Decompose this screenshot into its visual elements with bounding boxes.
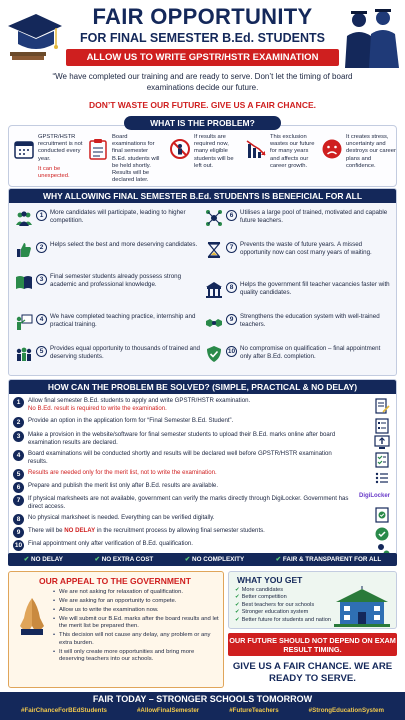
problem-text: It creates stress, uncertainty and destroys our career plans and confidence.: [346, 134, 396, 169]
step-number: 1: [13, 397, 24, 408]
solution-step: [13, 495, 353, 510]
header: [0, 0, 405, 118]
benefit-number: 8: [226, 282, 237, 293]
hashtag: #AllowFinalSemester: [136, 707, 200, 714]
why-section: [8, 188, 397, 376]
quote: “We have completed our training and are ready to serve. Don’t let the timing of board examinations decide our future.: [52, 72, 353, 92]
problem-text: Board examinations for final semester B.Ed. students will be held shortly. Results will be declared later.: [112, 134, 160, 184]
step-text: Prepare and publish the merit list only after B.Ed. results are available.: [28, 482, 219, 489]
chart-down-icon: [245, 138, 267, 160]
step-number: 6: [13, 482, 24, 493]
solution-section-title: HOW CAN THE PROBLEM BE SOLVED? (SIMPLE, PRACTICAL & NO DELAY): [9, 380, 396, 394]
benefit-text: No compromise on qualification – final appointment only after B.Ed. completion.: [240, 345, 381, 360]
benefit-item: [15, 345, 200, 363]
solution-step: [13, 540, 353, 551]
benefit-number: 9: [226, 314, 237, 325]
solution-section: [8, 379, 397, 565]
group-icon: [15, 345, 33, 363]
banner: ALLOW US TO WRITE GPSTR/HSTR EXAMINATION: [66, 49, 339, 66]
book-icon: [15, 273, 33, 291]
step-number: 3: [13, 431, 24, 442]
step-number: 2: [13, 417, 24, 428]
slogan: DON’T WASTE OUR FUTURE. GIVE US A FAIR CHANCE.: [89, 100, 316, 110]
step-number: 7: [13, 495, 24, 506]
solution-step: [13, 482, 353, 493]
problem-card: [245, 134, 317, 186]
solution-step: [13, 527, 353, 538]
page-title: FAIR OPPORTUNITY: [92, 4, 313, 29]
clock-check-icon: [374, 526, 390, 542]
problem-card: [87, 134, 163, 186]
problem-card: [13, 134, 83, 186]
thumbs-up-icon: [15, 241, 33, 259]
appeal-item: • We will submit our B.Ed. marks after the board results and let the merit list be prepared then.: [53, 616, 219, 631]
benefit-item: [205, 345, 391, 363]
benefit-text: More candidates will participate, leading to higher competition.: [50, 209, 186, 224]
fair-chance-text: GIVE US A FAIR CHANCE. WE ARE READY TO SERVE.: [232, 661, 393, 684]
benefit-number: 2: [36, 242, 47, 253]
appeal-item: • Allow us to write the examination now.: [53, 607, 219, 614]
step-note: NO DELAY: [64, 527, 96, 534]
principle-tag: ✔ NO COMPLEXITY: [184, 556, 245, 563]
benefit-summary-item: ✔ Better future for students and nation: [235, 616, 331, 623]
benefit-text: Helps select the best and more deserving candidates.: [50, 241, 198, 248]
problem-text: If results are required now, many eligible students will be left out.: [194, 134, 234, 169]
building-icon: [205, 281, 223, 299]
footer-slogan: FAIR TODAY – STRONGER SCHOOLS TOMORROW: [92, 694, 313, 704]
hashtag: #StrongEducationSystem: [308, 707, 384, 714]
benefit-item: [15, 313, 200, 331]
list-icon: [374, 470, 390, 486]
solution-step: [13, 417, 353, 428]
sad-face-icon: [321, 138, 343, 160]
step-text: Provide an option in the application form for “Final Semester B.Ed. Student”.: [28, 417, 234, 424]
network-icon: [205, 209, 223, 227]
problem-section-title: WHAT IS THE PROBLEM?: [124, 116, 281, 130]
appeal-item: • We are asking for an opportunity to compete.: [53, 598, 219, 605]
solution-step: [13, 431, 353, 446]
benefit-text: Strengthens the education system with well-trained teachers.: [240, 313, 380, 328]
principle-tag: ✔ NO DELAY: [23, 556, 63, 563]
benefit-text: Helps the government fill teacher vacancies faster with quality candidates.: [240, 281, 390, 296]
footer: [0, 692, 405, 720]
step-text: If physical marksheets are not available, government can verify the marks directly through DigiLocker. Government has direct access.: [28, 495, 349, 510]
benefit-number: 10: [227, 348, 236, 355]
benefit-text: Final semester students already possess strong academic and professional knowledge.: [50, 273, 182, 288]
step-text: There will be: [28, 527, 65, 534]
appeal-item: • We are not asking for relaxation of qualification.: [53, 589, 219, 596]
appeal-item: • This decision will not cause any delay, any problem or any extra burden.: [53, 632, 219, 647]
stop-icon: [169, 138, 191, 160]
benefit-summary-item: ✔ Better competition: [235, 594, 287, 601]
solution-step: [13, 469, 353, 480]
problem-section: [8, 125, 397, 187]
step-text-tail: in the recruitment process by allowing final semester students.: [95, 527, 265, 534]
benefit-number: 3: [36, 274, 47, 285]
step-number: 9: [13, 527, 24, 538]
step-text: Board examinations will be conducted shortly and results will be declared well before GPSTR/HSTR examination results.: [28, 450, 332, 465]
benefits-summary: [228, 571, 397, 629]
people-icon: [15, 209, 33, 227]
verified-check-icon: [374, 507, 390, 523]
benefit-number: 4: [36, 314, 47, 325]
form-icon: [374, 418, 390, 434]
step-note: Results are needed only for the merit list, not to write the examination.: [28, 469, 217, 476]
appeal-item: • It will only create more opportunities and bring more deserving teachers into our schools.: [53, 649, 219, 664]
principle-tag: ✔ FAIR & TRANSPARENT FOR ALL: [275, 556, 382, 563]
step-number: 5: [13, 469, 24, 480]
benefit-summary-item: ✔ More candidates: [235, 587, 284, 593]
digilocker-logo: DigiLocker: [358, 493, 390, 499]
benefit-text: We have completed teaching practice, internship and practical training.: [50, 313, 196, 328]
folded-hands-icon: [15, 596, 49, 636]
benefits-summary-list: [235, 587, 335, 624]
benefit-item: [15, 273, 200, 291]
upload-monitor-icon: [374, 434, 390, 450]
benefit-text: Utilises a large pool of trained, motivated and capable future teachers.: [240, 209, 388, 224]
why-section-title: WHY ALLOWING FINAL SEMESTER B.Ed. STUDENTS IS BENEFICIAL FOR ALL: [9, 189, 396, 203]
benefit-number: 1: [36, 210, 47, 221]
benefit-summary-item: ✔ Best teachers for our schools: [235, 601, 315, 608]
shield-icon: [205, 345, 223, 363]
benefit-summary-item: ✔ Stronger education system: [235, 609, 309, 616]
step-number: 8: [13, 514, 24, 525]
benefit-item: [15, 241, 200, 259]
benefit-item: [205, 209, 391, 227]
benefit-text: Provides equal opportunity to thousands of trained and deserving students.: [50, 345, 200, 360]
benefit-item: [205, 313, 391, 331]
benefit-text: Prevents the waste of future years. A missed opportunity now can cost many years of waiting.: [240, 241, 372, 256]
benefit-number: 7: [226, 242, 237, 253]
principle-tag: ✔ NO EXTRA COST: [94, 556, 154, 563]
benefit-item: [205, 281, 391, 299]
graduates-silhouette-icon: [337, 6, 401, 68]
calendar-icon: [13, 138, 35, 160]
hashtag: #FutureTeachers: [229, 707, 279, 714]
problem-text: This exclusion wastes our future for many years and affects our career growth.: [270, 134, 315, 169]
solution-step: [13, 514, 353, 525]
hashtag: #FairChanceForBEdStudents: [21, 707, 107, 714]
handshake-icon: [205, 313, 223, 331]
checklist-icon: [374, 452, 390, 468]
future-banner: OUR FUTURE SHOULD NOT DEPEND ON EXAM RESULT TIMING.: [228, 633, 397, 656]
step-number: 4: [13, 450, 24, 461]
benefit-item: [205, 241, 391, 259]
appeal-section: [8, 571, 224, 688]
benefits-summary-title: WHAT YOU GET: [237, 575, 303, 585]
appeal-list: [53, 589, 219, 665]
step-text: Final appointment only after verification of B.Ed. qualification.: [28, 540, 193, 547]
benefit-item: [15, 209, 200, 227]
solution-step: [13, 397, 353, 412]
solution-step: [13, 450, 353, 465]
step-text: Allow final semester B.Ed. students to apply and write GPSTR/HSTR examination.: [28, 397, 251, 404]
benefit-number: 5: [36, 346, 47, 357]
problem-note: It can be unexpected.: [38, 165, 70, 180]
benefit-number: 6: [226, 210, 237, 221]
problem-card: [169, 134, 241, 186]
step-number: 10: [14, 542, 23, 549]
principles-bar: [8, 553, 397, 566]
school-building-icon: [332, 586, 392, 628]
document-edit-icon: [374, 398, 390, 414]
page-subtitle: FOR FINAL SEMESTER B.Ed. STUDENTS: [80, 31, 325, 45]
problem-text: GPSTR/HSTR recruitment is not conducted every year.: [38, 134, 83, 162]
teacher-icon: [15, 313, 33, 331]
problem-card: [321, 134, 397, 186]
hourglass-icon: [205, 241, 223, 259]
clipboard-icon: [87, 138, 109, 160]
step-note: No B.Ed. result is required to write the examination.: [28, 404, 167, 412]
step-text: No physical marksheet is needed. Everything can be verified digitally.: [28, 514, 215, 521]
hashtag-row: [0, 707, 405, 714]
step-text: Make a provision in the website/software for final semester students to upload their B.Ed. marks online after board examination results are declared.: [28, 431, 336, 446]
appeal-title: OUR APPEAL TO THE GOVERNMENT: [39, 576, 191, 586]
